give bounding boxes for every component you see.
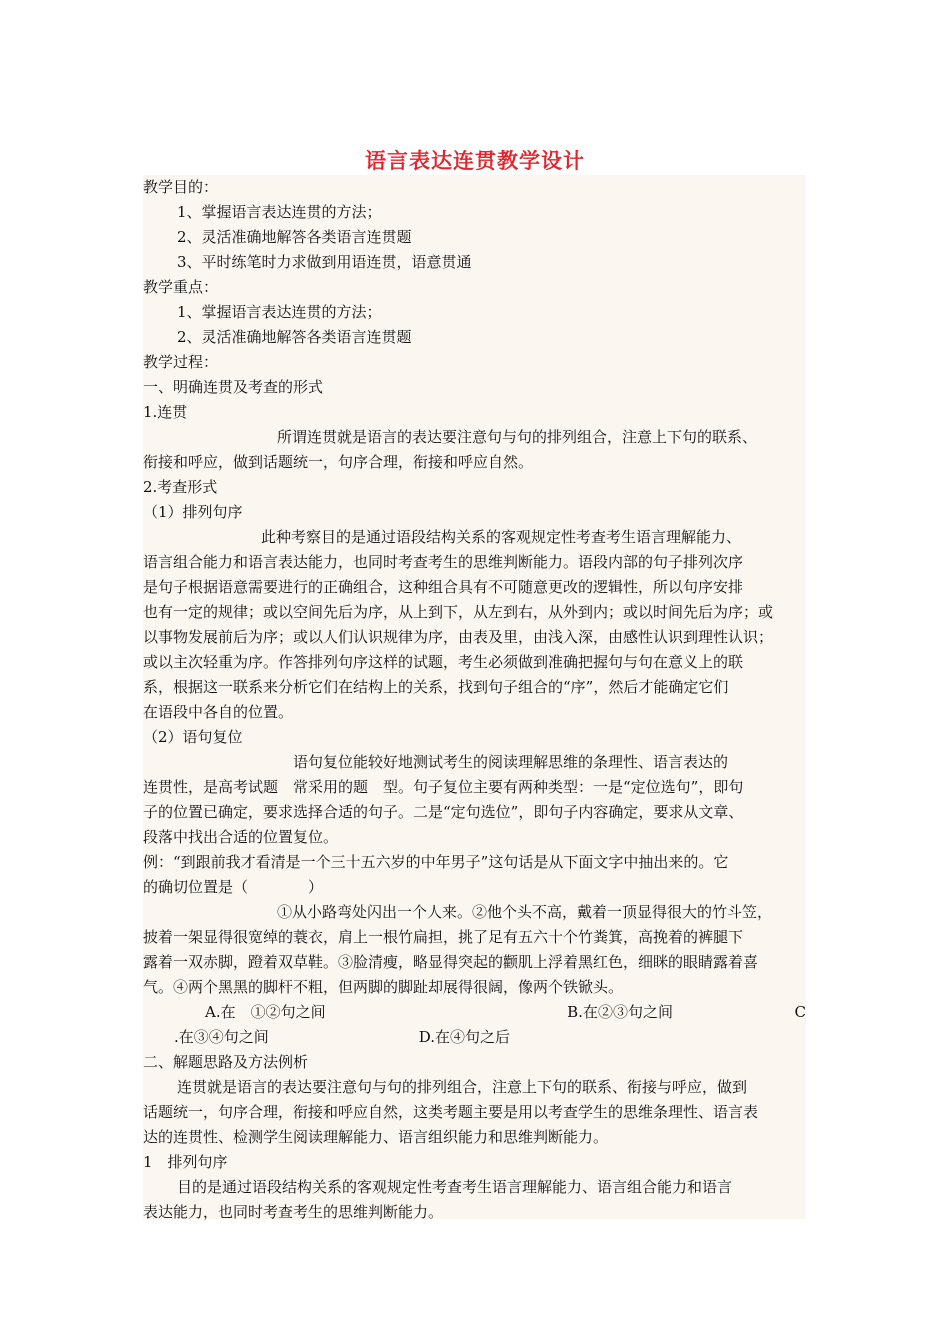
paragraph-line: 语句复位能较好地测试考生的阅读理解思维的条理性、语言表达的 [293,753,729,771]
option-c-letter: C [794,1003,806,1021]
heading-process: 教学过程： [143,353,219,371]
options-row-1 [143,1000,806,1025]
paragraph-line: 所谓连贯就是语言的表达要注意句与句的排列组合，注意上下句的联系、 [277,428,758,446]
paragraph-line: 是句子根据语意需要进行的正确组合，这种组合具有不可随意更改的逻辑性，所以句序安排 [143,578,744,596]
paragraph-line: 在语段中各自的位置。 [143,703,294,721]
key-point-item: 2、灵活准确地解答各类语言连贯题 [177,328,412,346]
subsection-heading: 1 排列句序 [143,1153,228,1171]
option-d: D.在④句之后 [418,1028,511,1046]
goal-item: 3、平时练笔时力求做到用语连贯，语意贯通 [177,253,472,271]
example-passage-line: 露着一双赤脚，蹬着双草鞋。③脸清瘦，略显得突起的颧肌上浮着黑红色，细眯的眼睛露着喜 [143,953,759,971]
page-title: 语言表达连贯教学设计 [365,148,585,173]
goal-item: 2、灵活准确地解答各类语言连贯题 [177,228,412,246]
paragraph-line: 以事物发展前后为序；或以人们认识规律为序，由表及里，由浅入深，由感性认识到理性认识； [143,628,774,646]
document-body [143,175,806,1219]
option-b: B.在②③句之间 [567,1003,673,1021]
subsection-heading: 1.连贯 [143,403,188,421]
example-line: 例：“到跟前我才看清是一个三十五六岁的中年男子”这句话是从下面文字中抽出来的。它 [143,853,729,871]
subsection-heading: （2）语句复位 [143,728,243,746]
paragraph-line: 话题统一，句序合理，衔接和呼应自然，这类考题主要是用以考查学生的思维条理性、语言表 [143,1103,759,1121]
paragraph-line: 或以主次轻重为序。作答排列句序这样的试题，考生必须做到准确把握句与句在意义上的联 [143,653,744,671]
paragraph-line: 达的连贯性、检测学生阅读理解能力、语言组织能力和思维判断能力。 [143,1128,609,1146]
options-row-2 [143,1025,806,1050]
section-heading: 一、明确连贯及考查的形式 [143,378,324,396]
paragraph-line: 也有一定的规律；或以空间先后为序，从上到下，从左到右，从外到内；或以时间先后为序；或 [143,603,774,621]
example-line: 的确切位置是（ ） [143,878,324,896]
heading-key-points: 教学重点： [143,278,219,296]
goal-item: 1、掌握语言表达连贯的方法； [177,203,382,221]
example-passage-line: 披着一架显得很宽绰的蓑衣，肩上一根竹扁担，挑了足有五六十个竹粪箕，高挽着的裤腿下 [143,928,744,946]
paragraph-line: 连贯就是语言的表达要注意句与句的排列组合，注意上下句的联系、衔接与呼应，做到 [177,1078,748,1096]
option-c-text: .在③④句之间 [174,1028,269,1046]
paragraph-line: 段落中找出合适的位置复位。 [143,828,339,846]
paragraph-line: 语言组合能力和语言表达能力，也同时考查考生的思维判断能力。语段内部的句子排列次序 [143,553,744,571]
paragraph-line: 衔接和呼应，做到话题统一，句序合理，衔接和呼应自然。 [143,453,534,471]
example-passage-line: 气。④两个黑黑的脚杆不粗，但两脚的脚趾却展得很阔，像两个铁锨头。 [143,978,624,996]
paragraph-line: 系，根据这一联系来分析它们在结构上的关系，找到句子组合的“序”，然后才能确定它们 [143,678,729,696]
section-heading: 二、解题思路及方法例析 [143,1053,309,1071]
paragraph-line: 目的是通过语段结构关系的客观规定性考查考生语言理解能力、语言组合能力和语言 [177,1178,733,1196]
paragraph-line: 表达能力，也同时考查考生的思维判断能力。 [143,1203,444,1221]
example-passage-line: ①从小路弯处闪出一个人来。②他个头不高，戴着一顶显得很大的竹斗笠， [277,903,773,921]
paragraph-line: 子的位置已确定，要求选择合适的句子。二是“定句选位”，即句子内容确定，要求从文章、 [143,803,744,821]
paragraph-line: 连贯性，是高考试题 常采用的题 型。句子复位主要有两种类型：一是“定位选句”，即句 [143,778,744,796]
key-point-item: 1、掌握语言表达连贯的方法； [177,303,382,321]
heading-teaching-goals: 教学目的： [143,178,219,196]
option-a: A.在 ①②句之间 [205,1003,326,1021]
subsection-heading: （1）排列句序 [143,503,243,521]
paragraph-line: 此种考察目的是通过语段结构关系的客观规定性考查考生语言理解能力、 [261,528,742,546]
subsection-heading: 2.考查形式 [143,478,218,496]
